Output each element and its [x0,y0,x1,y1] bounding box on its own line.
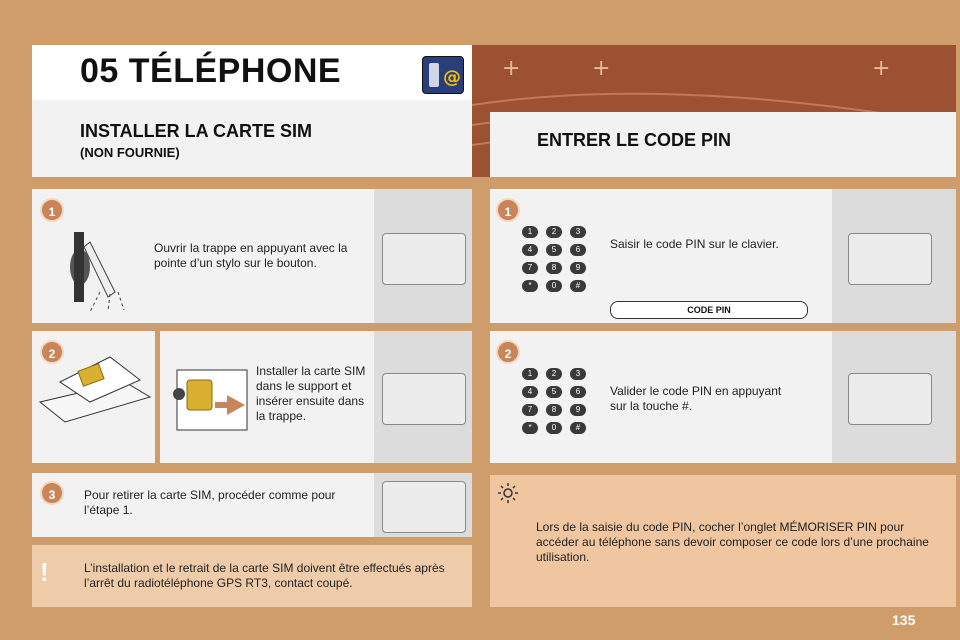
keypad-key: 3 [570,368,586,380]
keypad-key: 2 [546,368,562,380]
section-number: 05 [80,52,119,90]
keypad-1 [514,222,594,302]
keypad-key: 4 [522,386,538,398]
step-badge: 3 [40,481,64,505]
keypad-key: 4 [522,244,538,256]
sim-holder-illustration [165,350,255,440]
keypad-key: 8 [546,404,562,416]
keypad-key: # [570,280,586,292]
warning-text: L’installation et le retrait de la carte SIM doivent être effectués après l’arrêt du radiotéléphone GPS RT3, contact coupé. [84,561,445,590]
keypad-key: 6 [570,244,586,256]
step-text: Pour retirer la carte SIM, procéder comme pour l’étape 1. [84,488,336,517]
step-text: Saisir le code PIN sur le clavier. [610,237,779,251]
keypad-key: 6 [570,386,586,398]
step-badge: 2 [496,340,520,364]
step-badge: 2 [40,340,64,364]
keypad-key: 8 [546,262,562,274]
right-heading: ENTRER LE CODE PIN [537,130,732,150]
step-badge: 1 [40,198,64,222]
device-image [832,331,956,463]
phone-unit [848,233,932,285]
device-image [832,189,956,323]
radio-unit [382,373,466,425]
page-number: 135 [892,612,916,628]
keypad-key: * [522,280,538,292]
keypad-key: 3 [570,226,586,238]
radio-unit [382,481,466,533]
step-text: Valider le code PIN en appuyant sur la touche #. [610,384,782,413]
stylus-illustration [60,222,140,312]
keypad-key: 2 [546,226,562,238]
svg-text:+: + [872,56,891,81]
page-title [80,52,341,91]
keypad-key: 9 [570,404,586,416]
keypad-key: * [522,422,538,434]
keypad-key: 0 [546,422,562,434]
keypad-key: 1 [522,368,538,380]
device-image [374,331,472,463]
radio-unit [382,233,466,285]
section-title: TÉLÉPHONE [128,52,342,90]
phone-at-icon [422,56,464,94]
keypad-key: 7 [522,262,538,274]
svg-text:+: + [592,56,611,81]
device-image [374,189,472,323]
device-image [374,473,472,537]
left-heading: INSTALLER LA CARTE SIM [80,121,312,141]
code-pin-badge: CODE PIN [610,301,808,319]
left-subheading: (NON FOURNIE) [80,145,180,160]
tip-text: Lors de la saisie du code PIN, cocher l’onglet MÉMORISER PIN pour accéder au téléphone sans devoir composer ce code lors d’une prochaine utilisation. [536,520,929,564]
step-badge: 1 [496,198,520,222]
svg-text:+: + [502,56,521,81]
keypad-key: 5 [546,244,562,256]
keypad-2 [514,364,594,444]
keypad-key: # [570,422,586,434]
sun-icon [497,482,519,504]
keypad-key: 5 [546,386,562,398]
keypad-key: 9 [570,262,586,274]
sim-tray-illustration [35,352,155,432]
phone-unit [848,373,932,425]
svg-text:@: @ [443,67,461,88]
keypad-key: 7 [522,404,538,416]
step-text: Ouvrir la trappe en appuyant avec la pointe d’un stylo sur le bouton. [154,241,348,270]
warning-icon: ! [40,557,49,587]
keypad-key: 0 [546,280,562,292]
step-text: Installer la carte SIM dans le support et insérer ensuite dans la trappe. [256,364,366,423]
keypad-key: 1 [522,226,538,238]
